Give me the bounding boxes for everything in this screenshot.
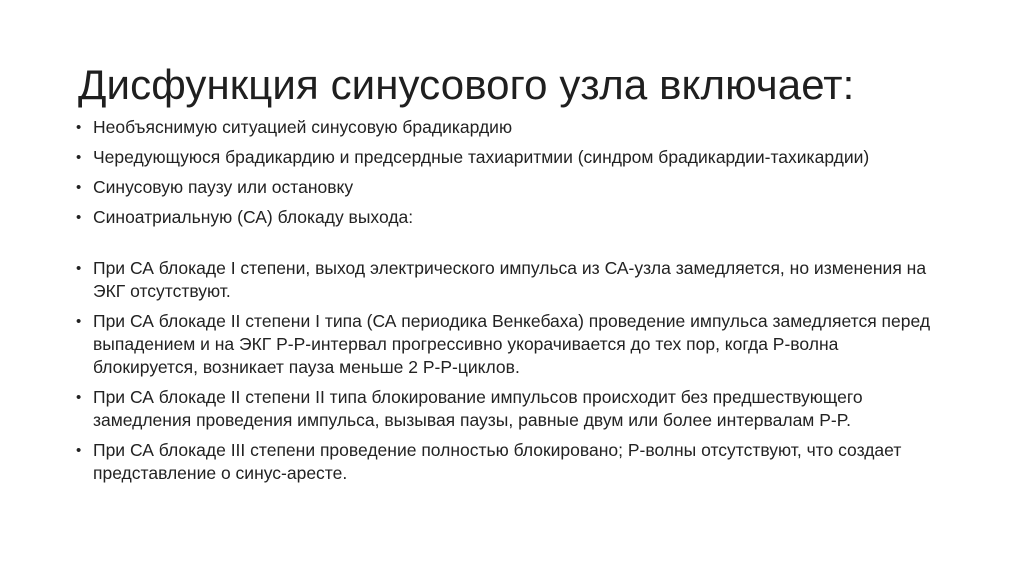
bullet-icon: • [76, 313, 82, 330]
list-item [73, 146, 943, 169]
bullet-icon: • [76, 442, 82, 459]
bullet-text: При СА блокаде II степени II типа блокирование импульсов происходит без предшествующего замедления проведения импульса, вызывая паузы, равные двум или более интервалам P-P. [93, 387, 863, 430]
bullet-text: Синусовую паузу или остановку [93, 177, 354, 197]
bullet-text: При СА блокаде I степени, выход электрического импульса из СА-узла замедляется, но изменения на ЭКГ отсутствуют. [93, 258, 927, 301]
bullet-icon: • [76, 179, 82, 196]
bullet-icon: • [76, 149, 82, 166]
list-item [73, 206, 943, 229]
list-item [73, 439, 943, 485]
slide-title: Дисфункция синусового узла включает: [78, 61, 855, 108]
bullet-text: При СА блокаде III степени проведение полностью блокировано; P-волны отсутствуют, что создает представление о синус-аресте. [93, 440, 902, 483]
list-item [73, 310, 943, 379]
bullet-text: Синоатриальную (СА) блокаду выхода: [93, 207, 414, 227]
bullet-icon: • [76, 209, 82, 226]
list-item [73, 386, 943, 432]
bullet-text: При СА блокаде II степени I типа (СА периодика Венкебаха) проведение импульса замедляется перед выпадением и на ЭКГ P-P-интервал прогрессивно укорачивается до тех пор, когда P-волна блокируется, возникает пауза меньше 2 P-P-циклов. [93, 311, 931, 377]
bullet-list [73, 116, 943, 485]
bullet-text: Необъяснимую ситуацией синусовую брадикардию [93, 117, 513, 137]
bullet-icon: • [76, 389, 82, 406]
bullet-icon: • [76, 260, 82, 277]
bullet-icon: • [76, 119, 82, 136]
bullet-text: Чередующуюся брадикардию и предсердные тахиаритмии (синдром брадикардии-тахикардии) [93, 147, 870, 167]
list-item [73, 257, 943, 303]
list-item [73, 116, 943, 139]
list-item [73, 176, 943, 199]
